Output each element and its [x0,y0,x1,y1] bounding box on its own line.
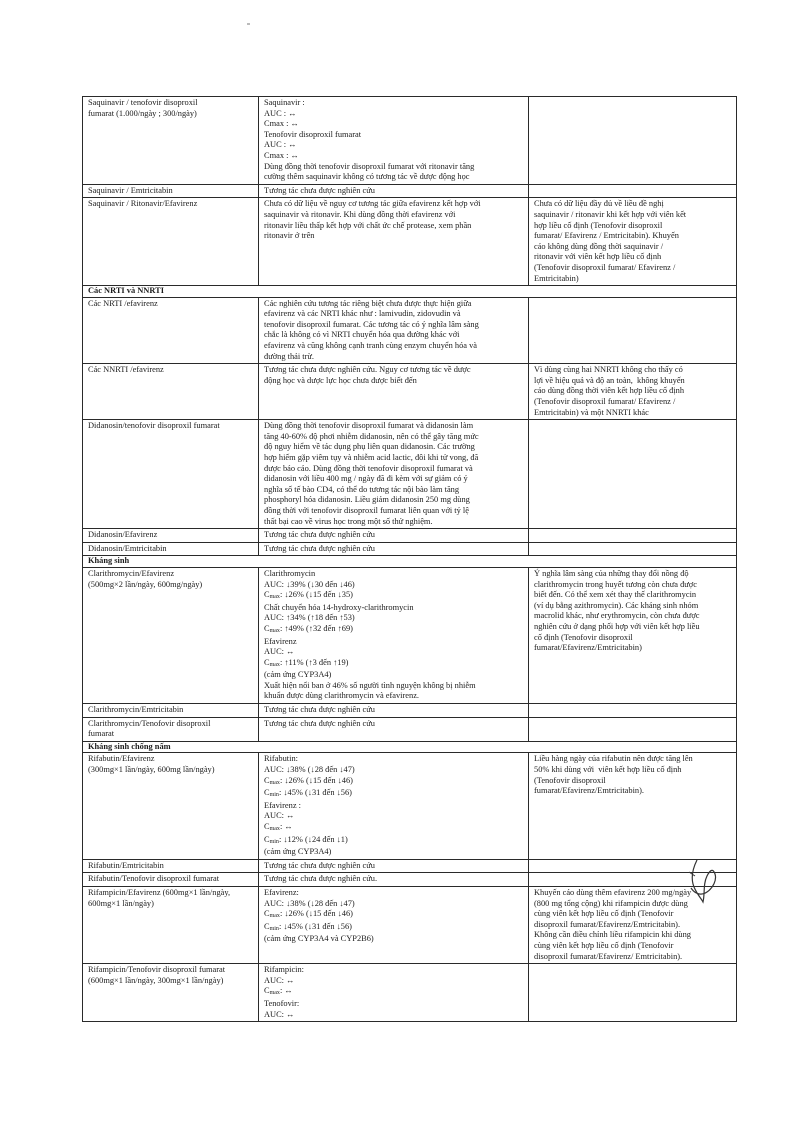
cell-line: biết đến. Có thể xem xét thay thế clarithromycin [534,590,697,600]
table-row [83,97,737,185]
cell-line: Cmax: ↑11% (↑3 đến ↑19) [264,657,349,668]
cell-line: Clarithromycin/Tenofovir disoproxil [88,718,211,728]
recommendation-cell [529,717,737,741]
recommendation-cell [529,542,737,556]
recommendation-cell [529,97,737,185]
cell-line: ritonavir ở trên [264,231,315,241]
cell-line: Cmax: ↓26% (↓15 đến ↓35) [264,590,353,601]
effect-cell [259,717,529,741]
recommendation-cell [529,184,737,198]
recommendation-cell [529,704,737,718]
cell-line: Saquinavir / tenofovir disoproxil [88,98,198,107]
cell-line: Xuất hiện nổi ban ở 46% số người tình nguyện không bị nhiễm [264,680,476,690]
section-header-row [83,741,737,753]
cell-line: saquinavir và ritonavir. Khi dùng đồng thời efavirenz với [264,209,456,219]
cell-line: cường thêm saquinavir không có tương tác về dược động học [264,172,470,182]
cell-line: Didanosin/tenofovir disoproxil fumarat [88,421,220,431]
table-row [83,420,737,529]
cell-line: Cmax : ↔ [264,150,299,160]
cell-line: ritonavir với viên kết hợp liều cố định [534,252,662,262]
cell-line: Cmax: ↔ [264,986,293,997]
table-row [83,717,737,741]
cell-line: Emtricitabin) và một NNRTI khác [534,407,649,417]
cell-line: Didanosin/Emtricitabin [88,543,167,553]
cell-line: cáo dùng đồng thời viên kết hợp liều cố định [534,386,685,396]
effect-cell [259,184,529,198]
cell-line: Saquinavir : [264,98,305,107]
cell-line: Saquinavir / Ritonavir/Efavirenz [88,199,198,209]
cell-line: disoproxil fumarat/Efavirenz/ Emtricitabin). [534,951,683,961]
effect-cell [259,420,529,529]
cell-line: Ý nghĩa lâm sàng của những thay đổi nồng độ [534,568,689,578]
table-body [83,97,737,1022]
cell-line: Clarithromycin/Emtricitabin [88,705,184,715]
cell-line: Clarithromycin/Efavirenz [88,568,175,578]
cell-line: Rifabutin: [264,754,298,764]
table-row [83,859,737,873]
cell-line: Cmax : ↔ [264,119,299,129]
cell-line: thất bại cao về virus học trong một số thử nghiệm. [264,516,433,526]
cell-line: (cảm ứng CYP3A4) [264,847,332,857]
cell-line: efavirenz và cũng không cạnh tranh cùng enzym chuyển hóa và [264,341,478,351]
interaction-pair-cell [83,97,259,185]
cell-line: Chưa có dữ liệu về nguy cơ tương tác giữa efavirenz kết hợp với [264,199,481,209]
cell-line: Efavirenz: [264,887,299,897]
cell-line: Tương tác chưa được nghiên cứu [264,543,375,553]
effect-cell [259,297,529,364]
cell-line: (600mg×1 lần/ngày, 300mg×1 lần/ngày) [88,975,224,985]
cell-line: (500mg×2 lần/ngày, 600mg/ngày) [88,579,203,589]
effect-cell [259,529,529,543]
scan-speck [247,23,250,25]
section-header: Kháng sinh chống nấm [83,741,737,753]
cell-line: AUC: ↔ [264,975,295,985]
table-row [83,704,737,718]
effect-cell [259,198,529,286]
cell-line: Tương tác chưa được nghiên cứu. [264,874,378,884]
cell-line: Rifampicin/Efavirenz (600mg×1 lần/ngày, 600mg×1 lần/ngày) [88,887,233,908]
interaction-pair-cell [83,198,259,286]
cell-line: Didanosin/Efavirenz [88,530,158,540]
interaction-pair-cell [83,567,259,703]
cell-line: Tương tác chưa được nghiên cứu. Nguy cơ tương tác về dược [264,365,471,375]
cell-line: efavirenz và các NRTI khác như : lamivudin, zidovudin và [264,309,461,319]
cell-line: ritonavir liều thấp kết hợp với chất ức chế protease, xem phần [264,220,472,230]
cell-line: Saquinavir / Emtricitabin [88,185,173,195]
cell-line: cố định (Tenofovir disoproxil [534,632,633,642]
cell-line: Các NRTI /efavirenz [88,298,158,308]
table-row [83,964,737,1022]
interaction-pair-cell [83,184,259,198]
cell-line: Chưa có dữ liệu đầy đủ về liều đề nghị [534,199,664,209]
drug-interaction-table-wrapper [82,96,736,1022]
cell-line: hợp hiếm gặp viêm tụy và nhiễm acid lactic, đôi khi tử vong, đã [264,453,479,462]
handwritten-signature [683,858,719,904]
cell-line: didanosin với liều 400 mg / ngày đã đi kèm với sự giảm có ý [264,474,468,484]
interaction-pair-cell [83,297,259,364]
interaction-pair-cell [83,542,259,556]
cell-line: đồng thời với tenofovir disoproxil fumarat liên quan với tỷ lệ [264,505,469,515]
cell-line: saquinavir / ritonavir khi kết hợp với viên kết [534,209,687,219]
cell-line: nghiên cứu ở dạng phối hợp với viên kết hợp liều [534,621,700,631]
table-row [83,753,737,859]
table-row [83,542,737,556]
cell-line: (Tenofovir disoproxil fumarat/ Efavirenz / [534,262,676,272]
recommendation-cell [529,964,737,1022]
cell-line: 50% khi dùng với viên kết hợp liều cố định [534,765,682,775]
cell-line: AUC: ↓39% (↓30 đến ↓46) [264,579,355,589]
table-row [83,886,737,963]
cell-line: Tương tác chưa được nghiên cứu [264,860,375,870]
cell-line: (ví dụ bằng azithromycin). Các kháng sinh nhóm [534,600,699,610]
section-header: Kháng sinh [83,556,737,568]
cell-line: clarithromycin trong huyết tương còn chưa được [534,579,697,589]
effect-cell [259,873,529,887]
cell-line: cùng viên kết hợp liều cố định (Tenofovir [534,940,674,950]
cell-line: Các nghiên cứu tương tác riêng biệt chưa được thực hiện giữa [264,298,472,308]
cell-line: Efavirenz : [264,800,301,810]
cell-line: đường thải trừ. [264,351,315,361]
cell-line: macrolid khác, như erythromycin, còn chưa được [534,611,700,621]
cell-line: AUC : ↔ [264,140,297,150]
effect-cell [259,886,529,963]
effect-cell [259,364,529,420]
effect-cell [259,542,529,556]
table-row [83,297,737,364]
cell-line: (cảm ứng CYP3A4 và CYP2B6) [264,934,374,944]
interaction-pair-cell [83,873,259,887]
effect-cell [259,704,529,718]
effect-cell [259,567,529,703]
cell-line: Cmax: ↓26% (↓15 đến ↓46) [264,909,353,920]
cell-line: được báo cáo. Dùng đồng thời tenofovir disoproxil fumarat và [264,463,473,473]
cell-line: cáo không dùng đồng thời saquinavir / [534,241,664,251]
cell-line: Tương tác chưa được nghiên cứu [264,185,375,195]
cell-line: AUC: ↓38% (↓28 đến ↓47) [264,898,355,908]
cell-line: Rifampicin: [264,965,305,975]
cell-line: phosphoryl hóa didanosin. Liều giảm didanosin 250 mg dùng [264,495,470,505]
cell-line: Cmin: ↓45% (↓31 đến ↓56) [264,921,352,932]
cell-line: (300mg×1 lần/ngày, 600mg lần/ngày) [88,765,215,775]
recommendation-cell [529,567,737,703]
cell-line: Efavirenz [264,636,297,646]
effect-cell [259,964,529,1022]
cell-line: Tenofovir disoproxil fumarat [264,129,362,139]
cell-line: tăng 40-60% độ phơi nhiễm didanosin, nên có thể gây tăng mức [264,431,479,441]
table-row [83,873,737,887]
cell-line: AUC: ↔ [264,811,295,821]
cell-line: Khuyến cáo dùng thêm efavirenz 200 mg/ngày [534,887,692,897]
section-header-row [83,556,737,568]
cell-line: Dùng đồng thời tenofovir disoproxil fumarat với ritonavir tăng [264,161,475,171]
cell-line: Tương tác chưa được nghiên cứu [264,705,375,715]
cell-line: độ nguy hiểm về tác dụng phụ liên quan didanosin. Các trường [264,442,475,452]
cell-line: Chất chuyển hóa 14-hydroxy-clarithromycin [264,602,414,612]
cell-line: Rifabutin/Emtricitabin [88,860,164,870]
recommendation-cell [529,297,737,364]
cell-line: (cảm ứng CYP3A4) [264,670,332,680]
cell-line: nghĩa số tế bào CD4, có thể do tương tác nội bào làm tăng [264,484,460,494]
interaction-pair-cell [83,704,259,718]
table-row [83,364,737,420]
cell-line: Vì dùng cùng hai NNRTI không cho thấy có [534,365,683,375]
cell-line: Tenofovir: [264,998,300,1008]
interaction-pair-cell [83,753,259,859]
interaction-pair-cell [83,886,259,963]
cell-line: Cmin: ↓45% (↓31 đến ↓56) [264,788,352,799]
cell-line: AUC: ↔ [264,647,295,657]
cell-line: cùng viên kết hợp liều cố định (Tenofovir [534,909,674,919]
cell-line: AUC: ↔ [264,1009,295,1019]
cell-line: Tương tác chưa được nghiên cứu [264,718,375,728]
cell-line: fumarat/Efavirenz/Emtricitabin) [534,643,642,653]
interaction-pair-cell [83,529,259,543]
section-header: Các NRTI và NNRTI [83,286,737,298]
interaction-pair-cell [83,964,259,1022]
cell-line: tenofovir disoproxil fumarat. Các tương tác có ý nghĩa lâm sàng [264,319,479,329]
cell-line: Tương tác chưa được nghiên cứu [264,530,375,540]
cell-line: AUC : ↔ [264,108,297,118]
cell-line: disoproxil fumarat/Efavirenz/Emtricitabin). [534,919,681,929]
cell-line: AUC: ↑34% (↑18 đến ↑53) [264,613,355,623]
table-row [83,567,737,703]
cell-line: Cmax: ↑49% (↑32 đến ↑69) [264,623,353,634]
cell-line: Clarithromycin [264,568,316,578]
recommendation-cell [529,753,737,859]
recommendation-cell [529,198,737,286]
cell-line: Rifabutin/Efavirenz [88,754,155,764]
cell-line: fumarat/ Efavirenz / Emtricitabin). Khuyến [534,231,679,241]
cell-line: động học và dược lực học chưa được biết đến [264,375,417,385]
cell-line: Emtricitabin) [534,273,579,283]
cell-line: fumarat (1.000/ngày ; 300/ngày) [88,108,197,118]
interaction-pair-cell [83,859,259,873]
cell-line: khuẩn được dùng clarithromycin và efavirenz. [264,691,420,701]
effect-cell [259,753,529,859]
interaction-pair-cell [83,364,259,420]
cell-line: chắc là không có vì NRTI chuyển hóa qua đường khác với [264,330,460,340]
cell-line: Cmin: ↓12% (↓24 đến ↓1) [264,834,348,845]
section-header-row [83,286,737,298]
recommendation-cell [529,420,737,529]
cell-line: (Tenofovir disoproxil fumarat/ Efavirenz / [534,397,676,407]
cell-line: (Tenofovir disoproxil [534,775,606,785]
cell-line: Rifabutin/Tenofovir disoproxil fumarat [88,874,220,884]
cell-line: lợi về hiệu quả và độ an toàn, không khuyến [534,375,685,385]
cell-line: Rifampicin/Tenofovir disoproxil fumarat [88,965,226,975]
table-row [83,529,737,543]
cell-line: Liều hàng ngày của rifabutin nên được tăng lên [534,754,693,764]
cell-line: Cmax: ↔ [264,822,293,832]
cell-line: Dùng đồng thời tenofovir disoproxil fumarat và didanosin làm [264,421,474,431]
recommendation-cell [529,364,737,420]
cell-line: Không cần điều chỉnh liều rifampicin khi dùng [534,930,691,940]
effect-cell [259,97,529,185]
cell-line: fumarat/Efavirenz/Emtricitabin). [534,786,644,796]
table-row [83,198,737,286]
effect-cell [259,859,529,873]
recommendation-cell [529,529,737,543]
cell-line: (800 mg tổng cộng) khi rifampicin được dùng [534,898,688,908]
table-row [83,184,737,198]
cell-line: Cmax: ↓26% (↓15 đến ↓46) [264,775,353,786]
cell-line: fumarat [88,729,115,739]
drug-interaction-table [82,96,737,1022]
interaction-pair-cell [83,420,259,529]
cell-line: hợp liều cố định (Tenofovir disoproxil [534,220,663,230]
cell-line: AUC: ↓38% (↓28 đến ↓47) [264,765,355,775]
interaction-pair-cell [83,717,259,741]
cell-line: Các NNRTI /efavirenz [88,365,164,375]
